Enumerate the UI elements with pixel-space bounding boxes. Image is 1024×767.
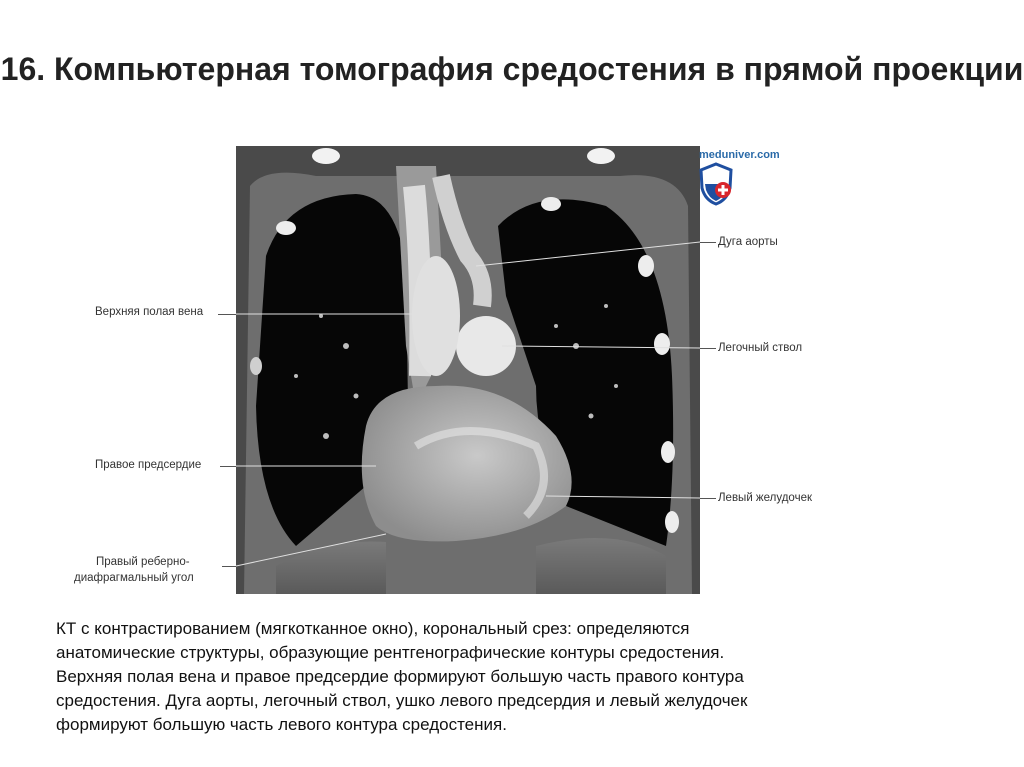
label-costophrenic-angle-line2: диафрагмальный угол [74,572,194,584]
meduniver-shield-icon [699,162,733,206]
leader-aortic-arch [700,242,716,243]
caption-line: формируют большую часть левого контура средостения. [56,715,507,734]
caption-line: КТ с контрастированием (мягкотканное окно), корональный срез: определяются [56,619,690,638]
slide-title: 16. Компьютерная томография средостения в прямой проекции [0,51,1024,87]
label-pulmonary-trunk: Легочный ствол [718,342,803,354]
leader-left-ventricle [700,498,716,499]
leader-right-atrium [220,466,236,467]
ct-scan-drawing [236,146,700,594]
caption-line: средостения. Дуга аорты, легочный ствол, ушко левого предсердия и левый желудочек [56,691,748,710]
caption-line: анатомические структуры, образующие рентгенографические контуры средостения. [56,643,725,662]
leader-costophrenic-angle [222,566,236,567]
label-right-atrium: Правое предсердие [95,459,202,471]
watermark-text: meduniver.com [699,149,780,161]
label-superior-vena-cava: Верхняя полая вена [95,306,204,318]
leader-pulmonary-trunk [700,348,716,349]
label-left-ventricle: Левый желудочек [718,492,812,504]
label-aortic-arch: Дуга аорты [718,236,778,248]
leader-svc [218,314,236,315]
figure-caption [56,617,976,737]
label-costophrenic-angle-line1: Правый реберно- [96,556,190,568]
caption-line: Верхняя полая вена и правое предсердие формируют большую часть правого контура [56,667,744,686]
